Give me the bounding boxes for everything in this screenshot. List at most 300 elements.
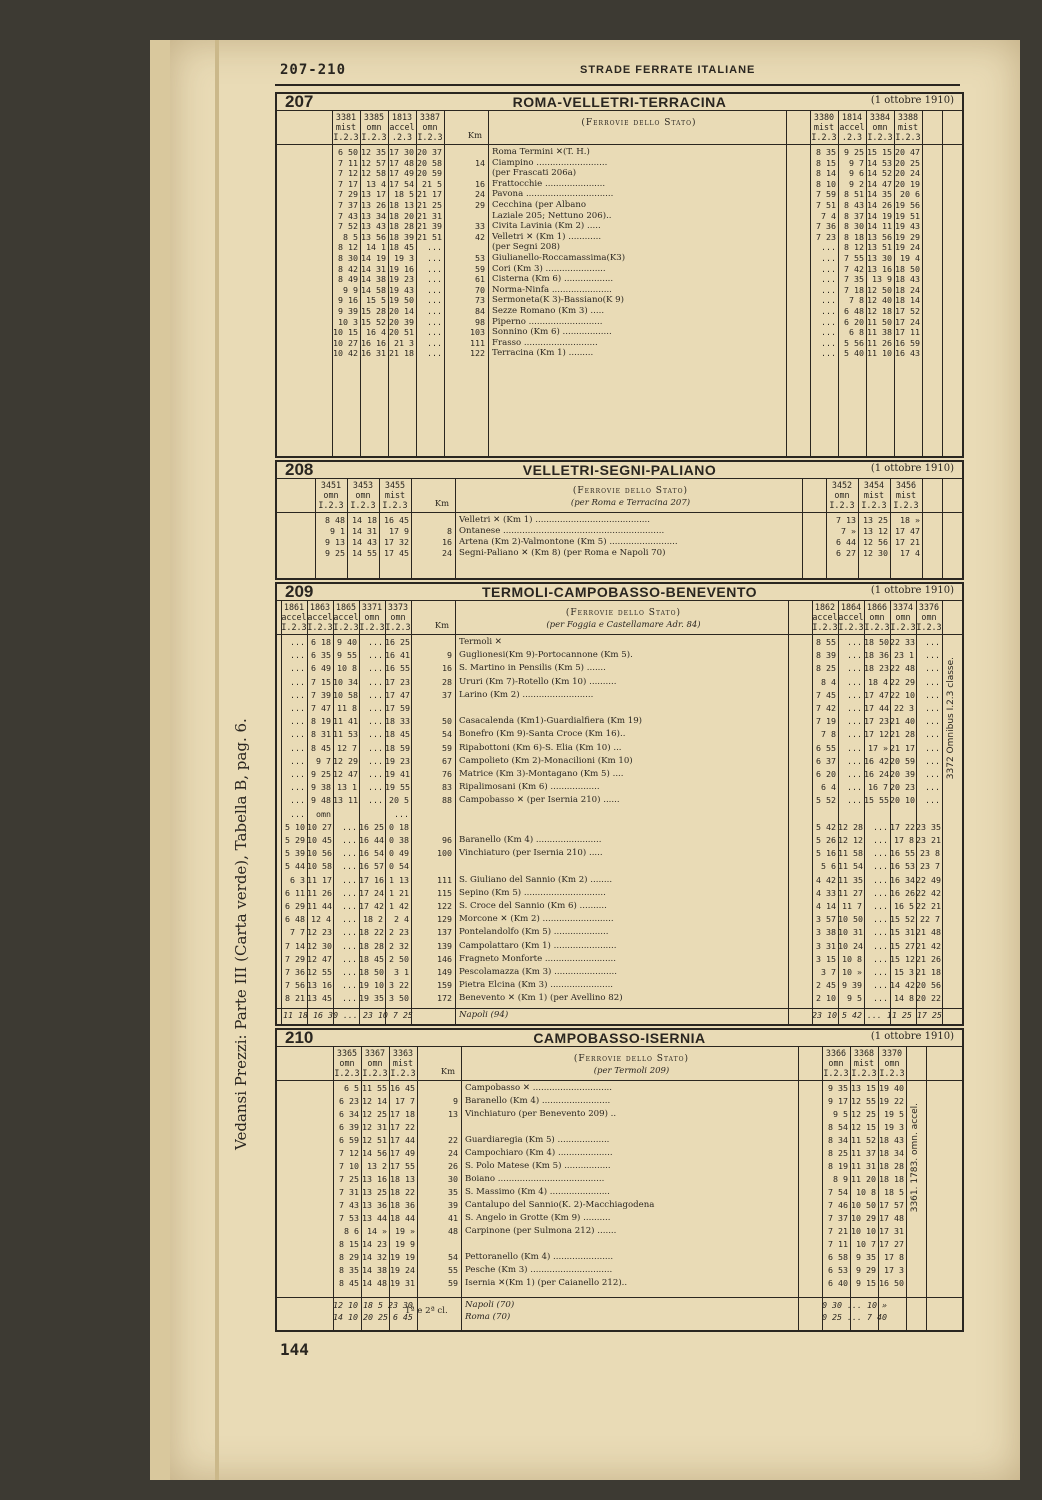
departure-time: 16 41 [385,650,410,661]
departure-time: 14 31 [352,526,377,536]
arrival-time: ... [925,650,940,661]
arrival-time: ... [873,887,888,898]
arrival-time: 6 44 [836,537,856,547]
arrival-time: 12 56 [863,537,888,547]
departure-time: 13 16 [307,980,332,991]
departure-time: ... [290,795,305,806]
arrival-time: 6 53 [828,1265,848,1275]
arrival-time: 12 25 [851,1109,876,1119]
station-name: Campobasso ✕ (per Isernia 210) ...... [459,795,620,806]
arrival-time: 11 35 [838,874,863,885]
table-row [277,650,962,663]
arrival-time: 20 23 [890,782,915,793]
station-name: Guglionesi(Km 9)-Portocannone (Km 5). [459,650,633,661]
station-name: Ripabottoni (Km 6)-S. Elia (Km 10) ... [459,742,622,753]
departure-time: 7 37 [338,200,358,210]
arrival-time: 19 51 [895,210,920,221]
train-header-right: 3454 mist I.2.3 [861,480,887,510]
departure-time: ... [290,650,305,661]
departure-time: ... [368,703,383,713]
arrival-time: 17 22 [890,821,915,832]
arrival-time: ... [873,927,888,938]
arrival-time: 10 50 [851,1200,876,1210]
arrival-time: ... [847,650,862,661]
km-value: 59 [448,1278,458,1288]
arrival-time: 3 15 [816,953,836,964]
km-value: 103 [470,327,485,338]
departure-time: 12 57 [361,157,386,168]
arrival-time: 12 50 [867,284,892,295]
km-value: 137 [437,927,452,938]
table-row [277,295,962,306]
station-name: Giulianello-Roccamassima(K3) [492,253,626,263]
departure-time: 12 7 [337,742,357,753]
train-header-right: 3376 omn I.2.3 [916,602,942,632]
arrival-time: 17 48 [879,1213,904,1223]
arrival-time: 9 6 [849,168,864,179]
arrival-time: 5 6 [821,861,836,872]
table-date: (1 ottobre 1910) [870,585,954,596]
arrival-time: ... [847,755,862,766]
departure-time: 11 17 [307,874,332,885]
arrival-time: 18 36 [864,650,889,661]
arrival-time: 14 47 [867,178,892,189]
arrival-time: 9 29 [856,1265,876,1275]
km-value: 13 [448,1109,458,1119]
departure-time: 14 » [367,1226,387,1236]
arrival-time: 3 7 [821,967,836,977]
arrival-time: 8 55 [816,637,836,647]
arrival-time: 7 42 [844,263,864,274]
section-header [277,1030,962,1047]
arrival-time: 7 23 [816,231,836,242]
connection-note: (per Termoli 209) [593,1066,670,1076]
arrival-time: 7 37 [828,1213,848,1223]
departure-time: 18 36 [390,1200,415,1210]
arrival-time: 16 50 [879,1278,904,1288]
table-row [277,147,962,158]
arrival-time: 20 59 [890,755,915,766]
arrival-time: 23 8 [920,848,940,859]
arrival-time: 17 3 [884,1265,904,1275]
arrival-time: 21 17 [890,742,915,753]
arrival-time: 10 50 [838,914,863,925]
table-row [277,242,962,253]
departure-time: 8 29 [339,1252,359,1262]
arrival-time: 19 3 [884,1122,904,1132]
column-header-rule [277,634,962,635]
departure-time: 19 9 [395,1239,415,1249]
departure-time: 16 31 [361,348,386,359]
departure-time: 6 5 [344,1083,359,1093]
departure-time: 17 55 [390,1161,415,1171]
departure-time: 14 38 [362,1265,387,1275]
column-header-rule [277,1080,962,1081]
km-value: 100 [437,848,452,859]
station-name: Velletri ✕ (Km 1) ............ [492,231,602,242]
railway-company: (Ferrovie dello Stato) [572,486,689,496]
station-name: Vinchiaturo (per Benevento 209) .. [465,1109,617,1119]
arrival-time: ... [873,940,888,951]
departure-time: 16 57 [359,861,384,872]
arrival-time: 17 21 [895,537,920,547]
departure-time: 12 47 [333,769,358,779]
table-number: 208 [285,460,314,479]
km-value: 24 [475,189,485,200]
departure-time: 21 3 [394,337,414,348]
departure-time: 8 15 [339,1239,359,1249]
departure-time: 18 5 [394,189,414,200]
departure-time: 18 22 [390,1187,415,1197]
departure-time: 19 23 [389,274,414,285]
table-row [277,1135,962,1148]
arrival-time: ... [925,795,940,806]
departure-time: 0 18 [389,821,409,832]
table-row [277,179,962,190]
station-name: Baranello (Km 4) ........................ [459,835,602,845]
table-row [277,782,962,795]
arrival-time: 18 14 [895,295,920,306]
km-value: 129 [437,914,452,925]
departure-time: 18 45 [359,953,384,964]
departure-time: 13 26 [361,200,386,210]
station-name: Casacalenda (Km1)-Guardialfiera (Km 19) [459,716,643,727]
arrival-time: 18 5 [884,1187,904,1197]
departure-time: 3 22 [389,980,409,991]
arrival-time: 17 4 [900,548,920,558]
departure-time: 10 56 [307,848,332,859]
departure-time: 13 16 [362,1174,387,1184]
arrival-time: 8 43 [844,200,864,210]
arrival-time: ... [821,316,836,327]
arrival-time: ... [925,782,940,793]
table-row [277,348,962,359]
departure-time: 7 15 [311,676,331,687]
arrival-time: 11 31 [851,1161,876,1171]
arrival-time: 16 53 [890,861,915,872]
departure-time: 20 58 [417,157,442,168]
departure-time: 14 38 [361,274,386,285]
departure-time: ... [290,755,305,766]
departure-time: 10 58 [307,861,332,872]
table-title: TERMOLI-CAMPOBASSO-BENEVENTO [481,584,758,600]
table-row [277,901,962,914]
departure-time: 0 54 [389,861,409,872]
km-header: Km [467,130,483,140]
departure-time: 19 35 [359,993,384,1004]
departure-time: 17 54 [389,178,414,189]
departure-time: ... [290,782,305,793]
departure-time: ... [342,901,357,911]
departure-time: 18 33 [385,716,410,727]
departure-time: 9 13 [325,537,345,547]
footer-destination: Roma (70) [465,1312,511,1322]
km-value: 149 [437,967,452,977]
train-header-right: 3366 omn I.2.3 [823,1048,849,1078]
connection-note: (per Foggia e Castellamare Adr. 84) [546,620,701,630]
table-row [277,941,962,954]
station-name: Campochiaro (Km 4) .................... [465,1148,613,1158]
departure-time: 18 2 [363,914,383,925]
station-name: Sermoneta(K 3)-Bassiano(K 9) [492,295,624,306]
arrival-time: 20 22 [916,993,941,1004]
train-header-left: 3365 omn I.2.3 [334,1048,360,1078]
km-header: Km [440,1066,456,1076]
departure-time: 7 56 [285,980,305,991]
arrival-time: ... [873,835,888,845]
departure-time: ... [427,295,442,306]
train-header-left: 1861 accel I.2.3 [281,602,307,632]
table-row [277,677,962,690]
km-value: 9 [453,1096,458,1106]
arrival-time: 23 1 [894,650,914,661]
table-row [277,809,962,822]
arrival-time: 9 5 [847,993,862,1004]
arrival-time: 8 19 [828,1161,848,1171]
arrival-time: 14 42 [890,980,915,991]
departure-time: 7 36 [285,967,305,977]
arrival-time: 4 14 [816,901,836,911]
km-value: 16 [475,178,485,189]
arrival-time: ... [925,769,940,779]
departure-time: 13 4 [366,178,386,189]
departure-time: 13 11 [333,795,358,806]
departure-time: 17 59 [385,703,410,713]
departure-time: 13 17 [361,189,386,200]
station-name: Terracina (Km 1) ......... [492,348,594,359]
table-row [277,690,962,703]
km-value: 159 [437,980,452,991]
station-name: Baranello (Km 4) ......................... [465,1096,611,1106]
departure-time: 6 39 [339,1122,359,1132]
departure-time: 2 23 [389,927,409,938]
table-row [277,1109,962,1122]
table-row [277,861,962,874]
arrival-time: ... [847,742,862,753]
departure-time: 12 51 [362,1135,387,1145]
departure-time: ... [290,769,305,779]
arrival-time: 7 35 [844,274,864,285]
arrival-time: 18 4 [868,676,888,687]
departure-time: 1 42 [389,901,409,911]
arrival-time: 8 18 [844,231,864,242]
arrival-time: 17 57 [879,1200,904,1210]
table-row [277,526,962,537]
arrival-time: 17 23 [864,716,889,727]
arrival-time: 20 56 [916,980,941,991]
departure-time: 8 35 [339,1265,359,1275]
departure-time: 6 23 [339,1096,359,1106]
table-row [277,1252,962,1265]
arrival-time: 13 16 [867,263,892,274]
departure-time: 9 48 [311,795,331,806]
table-row [277,835,962,848]
departure-time: ... [342,914,357,925]
arrival-time: 16 26 [890,887,915,898]
departure-time: 14 55 [352,548,377,558]
departure-time: 9 40 [337,637,357,647]
section-header [277,584,962,601]
train-header-left: 1863 accel I.2.3 [307,602,333,632]
departure-time: ... [342,940,357,951]
arrival-time: ... [821,348,836,359]
arrival-time: ... [821,242,836,253]
departure-time: 7 52 [338,221,358,232]
departure-time: 6 48 [285,914,305,925]
arrival-time: 15 55 [864,795,889,806]
table-number: 207 [285,92,314,111]
arrival-time: 7 19 [816,716,836,727]
arrival-time: 12 12 [838,835,863,845]
train-header-right: 3374 omn I.2.3 [890,602,916,632]
departure-time: 0 38 [389,835,409,845]
departure-time: 6 29 [285,901,305,911]
page-range: 207-210 [280,62,347,78]
departure-time: ... [368,637,383,647]
departure-time: 8 19 [311,716,331,727]
departure-time: ... [368,676,383,687]
arrival-time: ... [873,861,888,872]
departure-time: 16 45 [390,1083,415,1093]
departure-time: ... [368,650,383,661]
arrival-time: 16 34 [890,874,915,885]
departure-time: ... [427,284,442,295]
departure-time: 13 45 [307,993,332,1004]
arrival-time: 11 54 [838,861,863,872]
km-value: 76 [442,769,452,779]
station-name: Velletri ✕ (Km 1) .......................................... [459,515,650,525]
arrival-time: 11 27 [838,887,863,898]
arrival-time: 21 28 [890,729,915,740]
station-name: Ururi (Km 7)-Rotello (Km 10) .......... [459,676,617,687]
arrival-time: 10 31 [838,927,863,938]
arrival-time: 11 58 [838,848,863,859]
footer-destination: Napoli (70) [465,1300,515,1310]
arrival-time: ... [847,769,862,779]
arrival-time: 8 12 [844,242,864,253]
station-name: Pettoranello (Km 4) ...................... [465,1252,614,1262]
station-name: Frattocchie ...................... [492,178,606,189]
arrival-time: 2 10 [816,993,836,1004]
arrival-time: 18 18 [879,1174,904,1184]
station-name: Norma-Ninfa ...................... [492,284,612,295]
departure-time: 17 47 [385,689,410,700]
arrival-time: 22 10 [890,689,915,700]
departure-time: 7 25 [339,1174,359,1184]
arrival-time: 17 47 [895,526,920,536]
arrival-time: ... [847,716,862,727]
folio-number: 144 [280,1340,309,1359]
table-row [277,200,962,211]
table-row [277,1265,962,1278]
arrival-time: 9 17 [828,1096,848,1106]
table-row [277,264,962,275]
km-value: 55 [448,1265,458,1275]
km-value: 59 [475,263,485,274]
arrival-time: 10 10 [851,1226,876,1236]
table-row [277,1096,962,1109]
arrival-time: 18 50 [864,637,889,647]
arrival-time: ... [925,689,940,700]
train-header-left: 1813 accel .2.3 [389,112,415,142]
arrival-time: 5 16 [816,848,836,859]
km-value: 29 [475,200,485,210]
table-row [277,795,962,808]
arrival-time: 6 8 [849,327,864,338]
departure-time: 21 39 [417,221,442,232]
departure-time: 7 39 [311,689,331,700]
station-name: (per Segni 208) [492,242,561,253]
arrival-time: ... [925,637,940,647]
station-name: Civita Lavinia (Km 2) ..... [492,221,601,232]
departure-time: 10 45 [307,835,332,845]
arrival-time: 12 30 [863,548,888,558]
table-row [277,980,962,993]
table-row [277,954,962,967]
station-name: Artena (Km 2)-Valmontone (Km 5) ......................... [459,537,678,547]
departure-time: 15 5 [366,295,386,306]
table-row [277,317,962,328]
station-name: S. Angelo in Grotte (Km 9) .......... [465,1213,611,1223]
station-name: Pavona ................................ [492,189,614,200]
arrival-time: ... [821,274,836,285]
departure-time: 1 21 [389,887,409,898]
km-value: 28 [442,676,452,687]
arrival-time: 10 8 [842,953,862,964]
station-name: Laziale 205; Nettuno 206).. [492,210,612,221]
km-value: 70 [475,284,485,295]
departure-time: ... [342,821,357,832]
departure-time: ... [290,676,305,687]
departure-time: 14 23 [362,1239,387,1249]
departure-time: ... [342,874,357,885]
arrival-time: 14 35 [867,189,892,200]
departure-time: 21 17 [417,189,442,200]
arrival-time: 9 39 [842,980,862,991]
table-row [277,1187,962,1200]
arrival-time: ... [873,848,888,859]
departure-time: 11 53 [333,729,358,740]
departure-time: ... [290,663,305,674]
departure-time: 14 48 [362,1278,387,1288]
departure-time: ... [290,716,305,727]
departure-time: 16 16 [361,337,386,348]
departure-time: ... [427,316,442,327]
footer-right-times: 0 30 ... 10 » [822,1300,887,1310]
arrival-time: 17 » [868,742,888,753]
departure-time: ... [368,742,383,753]
arrival-time: 9 5 [833,1109,848,1119]
departure-time: 19 24 [390,1265,415,1275]
arrival-time: 20 39 [890,769,915,779]
km-value: 88 [442,795,452,806]
footer-class-note: 1ª e 2ª cl. [405,1306,448,1316]
departure-time: 8 45 [311,742,331,753]
km-value: 73 [475,295,485,306]
departure-time: 10 8 [337,663,357,674]
departure-time: 17 48 [389,157,414,168]
departure-time: ... [368,782,383,793]
station-name: Campolattaro (Km 1) ....................... [459,940,617,951]
table-row [277,1278,962,1291]
departure-time: 13 2 [367,1161,387,1171]
arrival-time: ... [847,729,862,740]
departure-time: 13 56 [361,231,386,242]
arrival-time: ... [821,337,836,348]
arrival-time: 7 36 [816,221,836,232]
km-value: 42 [475,231,485,242]
arrival-time: 13 30 [867,253,892,263]
